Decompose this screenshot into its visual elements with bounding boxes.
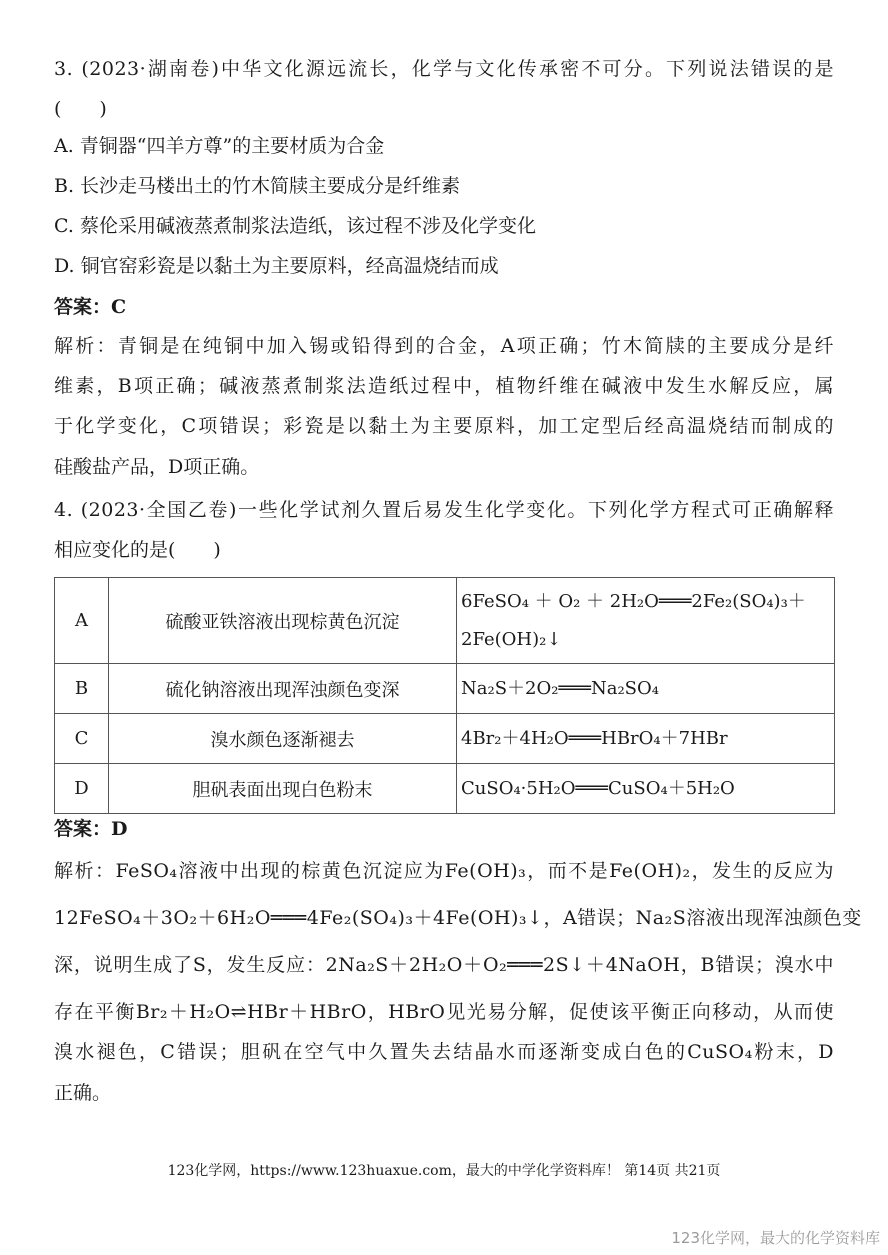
option-equation: 4Br₂＋4H₂O═══HBrO₄＋7HBr [457, 714, 835, 764]
page-footer: 123化学网，https://www.123huaxue.com，最大的中学化学资料库！ 第14页 共21页 [167, 1163, 721, 1179]
q3-analysis-line2: 维素，B项正确；碱液蒸煮制浆法造纸过程中，植物纤维在碱液中发生水解反应，属 [54, 375, 834, 397]
option-equation [457, 578, 835, 664]
table-row [55, 764, 835, 814]
q3-stem-line1: 3. (2023·湖南卷)中华文化源远流长，化学与文化传承密不可分。下列说法错误的是 [54, 58, 834, 80]
option-label: B [55, 664, 109, 714]
q3-stem-line2: ( ) [54, 98, 107, 120]
q4-analysis-line3: 深，说明生成了S，发生反应：2Na₂S＋2H₂O＋O₂═══2S↓＋4NaOH，B错误；溴水中 [54, 954, 834, 976]
table-row [55, 578, 835, 664]
q3-analysis-line4: 硅酸盐产品，D项正确。 [54, 456, 260, 478]
equation-line2: 2Fe(OH)₂↓ [461, 628, 562, 650]
q3-option-a: A. 青铜器“四羊方尊”的主要材质为合金 [54, 135, 385, 157]
q4-analysis-line2: 12FeSO₄＋3O₂＋6H₂O═══4Fe₂(SO₄)₃＋4Fe(OH)₃↓，A错误；Na₂S溶液出现浑浊颜色变 [54, 907, 862, 929]
table-row [55, 664, 835, 714]
option-label: A [55, 578, 109, 664]
option-equation: CuSO₄·5H₂O═══CuSO₄＋5H₂O [457, 764, 835, 814]
q4-answer-label: 答案： [54, 818, 112, 840]
option-phenomenon: 硫化钠溶液出现浑浊颜色变深 [109, 664, 457, 714]
q3-answer [54, 294, 126, 320]
q3-option-c: C. 蔡伦采用碱液蒸煮制浆法造纸，该过程不涉及化学变化 [54, 215, 536, 237]
option-phenomenon: 硫酸亚铁溶液出现棕黄色沉淀 [109, 578, 457, 664]
q3-analysis-line3: 于化学变化，C项错误；彩瓷是以黏土为主要原料，加工定型后经高温烧结而制成的 [54, 415, 834, 437]
q4-analysis-line1: 解析：FeSO₄溶液中出现的棕黄色沉淀应为Fe(OH)₃，而不是Fe(OH)₂，发生的反应为 [54, 860, 834, 882]
q4-analysis-line6: 正确。 [54, 1082, 112, 1104]
q4-answer-value: D [111, 818, 128, 840]
option-label: C [55, 714, 109, 764]
q4-analysis-line4: 存在平衡Br₂＋H₂O⇌HBr＋HBrO，HBrO见光易分解，促使该平衡正向移动，从而使 [54, 1001, 834, 1023]
q4-stem-line2: 相应变化的是( ) [54, 539, 221, 561]
q3-option-d: D. 铜官窑彩瓷是以黏土为主要原料，经高温烧结而成 [54, 255, 499, 277]
q3-answer-label: 答案： [54, 296, 112, 318]
option-equation: Na₂S＋2O₂═══Na₂SO₄ [457, 664, 835, 714]
table-row [55, 714, 835, 764]
q3-answer-value: C [111, 296, 127, 318]
q4-options-table [54, 577, 835, 814]
q3-option-b: B. 长沙走马楼出土的竹木简牍主要成分是纤维素 [54, 175, 461, 197]
option-phenomenon: 胆矾表面出现白色粉末 [109, 764, 457, 814]
q3-analysis-line1: 解析：青铜是在纯铜中加入锡或铅得到的合金，A项正确；竹木简牍的主要成分是纤 [54, 335, 834, 357]
equation-line1: 6FeSO₄ ＋ O₂ ＋ 2H₂O═══2Fe₂(SO₄)₃＋ [461, 590, 806, 612]
q4-analysis-line5: 溴水褪色，C错误；胆矾在空气中久置失去结晶水而逐渐变成白色的CuSO₄粉末，D [54, 1041, 834, 1063]
option-label: D [55, 764, 109, 814]
option-phenomenon: 溴水颜色逐渐褪去 [109, 714, 457, 764]
q4-stem-line1: 4. (2023·全国乙卷)一些化学试剂久置后易发生化学变化。下列化学方程式可正确解释 [54, 499, 834, 521]
q4-answer [54, 816, 128, 842]
watermark: 123化学网，最大的化学资料库 [671, 1229, 880, 1247]
